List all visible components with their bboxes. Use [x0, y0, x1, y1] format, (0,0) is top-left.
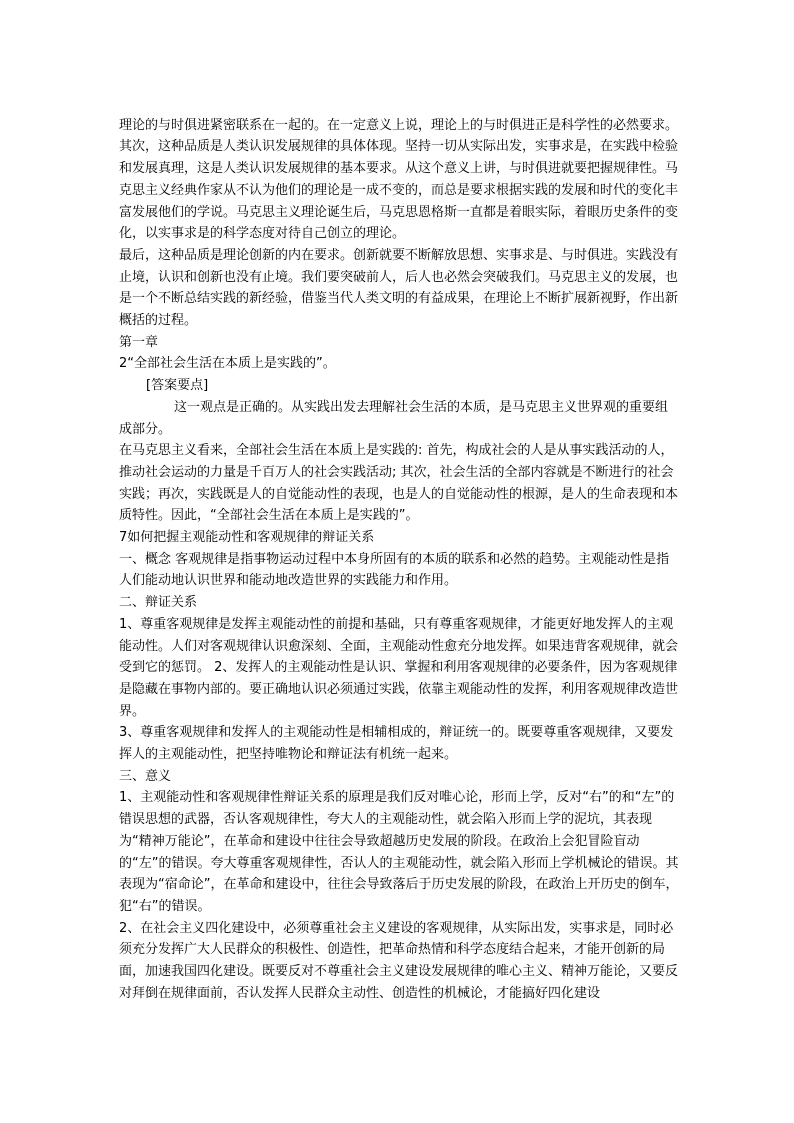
dialectic-point-3: 3、尊重客观规律和发挥人的主观能动性是相辅相成的，辩证统一的。既要尊重客观规律，又要发挥人的主观能动性，把坚持唯物论和辩证法有机统一起来。	[119, 725, 674, 763]
significance-point-2: 2、在社会主义四化建设中，必须尊重社会主义建设的客观规律，从实际出发，实事求是，同时必须充分发挥广大人民群众的积极性、创造性，把革命热情和科学态度结合起来，才能开创新的局面，加速我国四化建设。既要反对不尊重社会主义建设发展规律的唯心主义、精神万能论，又要反对拜倒在规律面前，否认发挥人民群众主动性、创造性的机械论，才能搞好四化建设	[119, 920, 679, 1001]
paragraph-intro: 理论的与时俱进紧密联系在一起的。在一定意义上说，理论上的与时俱进正是科学性的必然要求。	[119, 117, 679, 133]
dialectic-point-1-2: 1、尊重客观规律是发挥主观能动性的前提和基础，只有尊重客观规律，才能更好地发挥人的主观能动性。人们对客观规律认识愈深刻、全面，主观能动性愈充分地发挥。如果违背客观规律，就会受到它的惩罚。 2、发挥人的主观能动性是认识、掌握和利用客观规律的必要条件，因为客观规律是隐藏在事物内部的。要正确地认识必须通过实践，依靠主观能动性的发挥，利用客观规律改造世界。	[119, 616, 679, 719]
blank-line	[119, 93, 679, 115]
paragraph-finally: 最后，这种品质是理论创新的内在要求。创新就要不断解放思想、实事求是、与时俱进。实践没有止境，认识和创新也没有止境。我们要突破前人，后人也必然会突破我们。马克思主义的发展，也是一个不断总结实践的新经验，借鉴当代人类文明的有益成果，在理论上不断扩展新视野，作出新概括的过程。	[119, 247, 679, 329]
answer-intro: 这一观点是正确的。从实践出发去理解社会生活的本质，是马克思主义世界观的重要组成部分。	[119, 399, 669, 437]
section-heading-significance: 三、意义	[119, 768, 172, 784]
section-concept: 一、概念 客观规律是指事物运动过程中本身所固有的本质的联系和必然的趋势。主观能动性是指人们能动地认识世界和能动地改造世界的实践能力和作用。	[119, 551, 670, 589]
document-page	[119, 93, 679, 1005]
significance-point-1: 1、主观能动性和客观规律性辩证关系的原理是我们反对唯心论，形而上学，反对“右”的和“左”的错误思想的武器，否认客观规律性，夸大人的主观能动性，就会陷入形而上学的泥坑，其表现为“精神万能论”，在革命和建设中往往会导致超越历史发展的阶段。在政治上会犯冒险盲动的“左”的错误。夸大尊重客观规律性，否认人的主观能动性，就会陷入形而上学机械论的错误。其表现为“宿命论”，在革命和建设中，往往会导致落后于历史发展的阶段，在政治上开历史的倒车，犯“右”的错误。	[119, 790, 679, 914]
answer-key-label: [答案要点]	[146, 378, 209, 394]
question-7: 7如何把握主观能动性和客观规律的辩证关系	[119, 530, 375, 546]
answer-body: 在马克思主义看来，全部社会生活在本质上是实践的: 首先，构成社会的人是从事实践活动的人，推动社会运动的力量是千百万人的社会实践活动; 其次，社会生活的全部内容就是不断进行的社会实践；再次，实践既是人的自觉能动性的表现，也是人的自觉能动性的根源，是人的生命表现和本质特性。因此，“全部社会生活在本质上是实践的”。	[119, 443, 679, 524]
question-2: 2“全部社会生活在本质上是实践的”。	[119, 356, 336, 372]
chapter-heading: 第一章	[119, 334, 159, 350]
paragraph-second: 其次，这种品质是人类认识发展规律的具体体现。坚持一切从实际出发，实事求是，在实践中检验和发展真理，这是人类认识发展规律的基本要求。从这个意义上讲，与时俱进就要把握规律性。马克思主义经典作家从不认为他们的理论是一成不变的，而总是要求根据实践的发展和时代的变化丰富发展他们的学说。马克思主义理论诞生后，马克思恩格斯一直都是着眼实际，着眼历史条件的变化，以实事求是的科学态度对待自己创立的理论。	[119, 139, 679, 242]
section-heading-dialectic: 二、辩证关系	[119, 595, 198, 611]
